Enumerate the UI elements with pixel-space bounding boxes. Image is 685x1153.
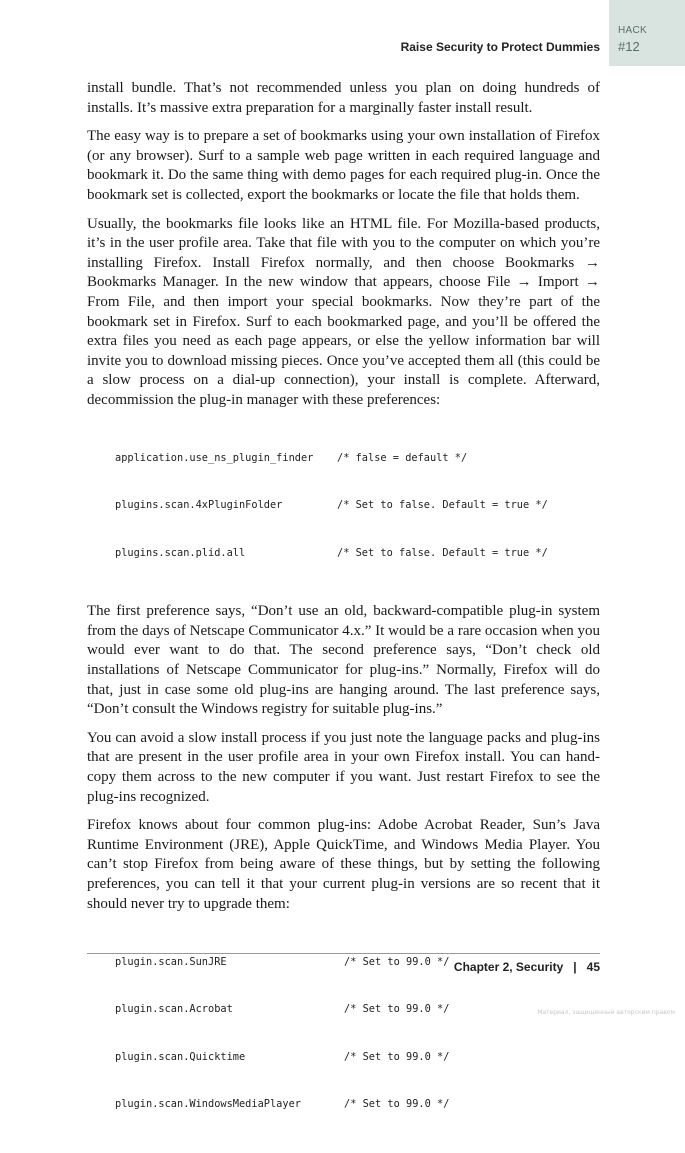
pref-comment: /* Set to false. Default = true */ [337, 499, 548, 512]
code-line [115, 451, 600, 467]
pref-comment: /* Set to 99.0 */ [344, 1003, 450, 1016]
code-line [115, 546, 600, 562]
pref-comment: /* Set to 99.0 */ [344, 1050, 450, 1063]
footer-rule [87, 953, 600, 954]
code-line [115, 1097, 600, 1113]
page-footer [454, 960, 600, 974]
paragraph: You can avoid a slow install process if you just note the language packs and plug-ins that are present in the user profile area in your own Firefox install. You can hand-copy them across to the new computer if you want. Just restart Firefox to see the plug-ins recognized. [87, 729, 600, 805]
page-body [87, 79, 600, 1153]
footer-separator: | [573, 960, 577, 974]
page-number: 45 [586, 960, 600, 974]
pref-comment: /* Set to 99.0 */ [344, 1097, 450, 1110]
copyright-watermark: Материал, защищенный авторским правом [537, 1009, 675, 1016]
hack-label: HACK [618, 25, 647, 36]
pref-comment: /* false = default */ [337, 452, 468, 465]
code-block-prefs [87, 420, 600, 594]
hack-number: #12 [618, 39, 640, 54]
pref-name: application.use_ns_plugin_finder [115, 452, 314, 465]
code-line [115, 1050, 600, 1066]
pref-name: plugins.scan.4xPluginFolder [115, 499, 283, 512]
code-block-plugin-versions [87, 923, 600, 1144]
pref-name: plugin.scan.Acrobat [115, 1003, 233, 1016]
paragraph: The easy way is to prepare a set of bookmarks using your own installation of Firefox (or any browser). Surf to a sample web page written in each required language and bookmark it. Do the same thing with demo pages for each required plug-in. Once the bookmark set is collected, export the bookmarks or locate the file that holds them. [87, 128, 600, 203]
chapter-label: Chapter 2, Security [453, 960, 564, 974]
pref-name: plugin.scan.SunJRE [115, 955, 227, 968]
code-line [115, 498, 600, 514]
running-title: Raise Security to Protect Dummies [400, 40, 600, 54]
pref-name: plugins.scan.plid.all [115, 546, 246, 559]
pref-comment: /* Set to 99.0 */ [344, 955, 450, 968]
paragraph: Firefox knows about four common plug-ins: Adobe Acrobat Reader, Sun’s Java Runtime Environment (JRE), Apple QuickTime, and Windows Media Player. You can’t stop Firefox from being aware of these things, but by setting the following preferences, you can tell it that your current plug-in versions are so recent that it should never try to upgrade them: [87, 817, 600, 912]
pref-comment: /* Set to false. Default = true */ [337, 546, 548, 559]
hack-tab [609, 0, 685, 66]
paragraph: Usually, the bookmarks file looks like an HTML file. For Mozilla-based products, it’s in the user profile area. Take that file with you to the computer on which you’re installing Firefox. Install Firefox normally, and then choose Bookmarks → Bookmarks Manager. In the new window that appears, choose File → Import → From File, and then import your special bookmarks. Now they’re part of the bookmark set in Firefox. Surf to each bookmarked page, and you’ll be offered the extra files you need as each page appears, or else the yellow information bar will invite you to download missing pieces. Once you’ve accepted them all (this could be a slow process on a dial-up connection), your install is complete. Afterward, decommission the plug-in manager with these preferences: [87, 215, 600, 408]
pref-name: plugin.scan.WindowsMediaPlayer [115, 1097, 301, 1110]
code-line [115, 1002, 600, 1018]
paragraph: install bundle. That’s not recommended unless you plan on doing hundreds of installs. It’s massive extra preparation for a marginally faster install result. [87, 80, 600, 116]
pref-name: plugin.scan.Quicktime [115, 1050, 246, 1063]
paragraph: The first preference says, “Don’t use an old, backward-compatible plug-in system from the days of Netscape Communicator 4.x.” It would be a rare occasion when you would ever want to do that. The second preference says, “Don’t check old installations of Netscape Communicator for plug-ins.” Normally, Firefox will do that, just in case some old plug-ins are hanging around. The last preference says, “Don’t consult the Windows registry for suitable plug-ins.” [87, 603, 600, 718]
